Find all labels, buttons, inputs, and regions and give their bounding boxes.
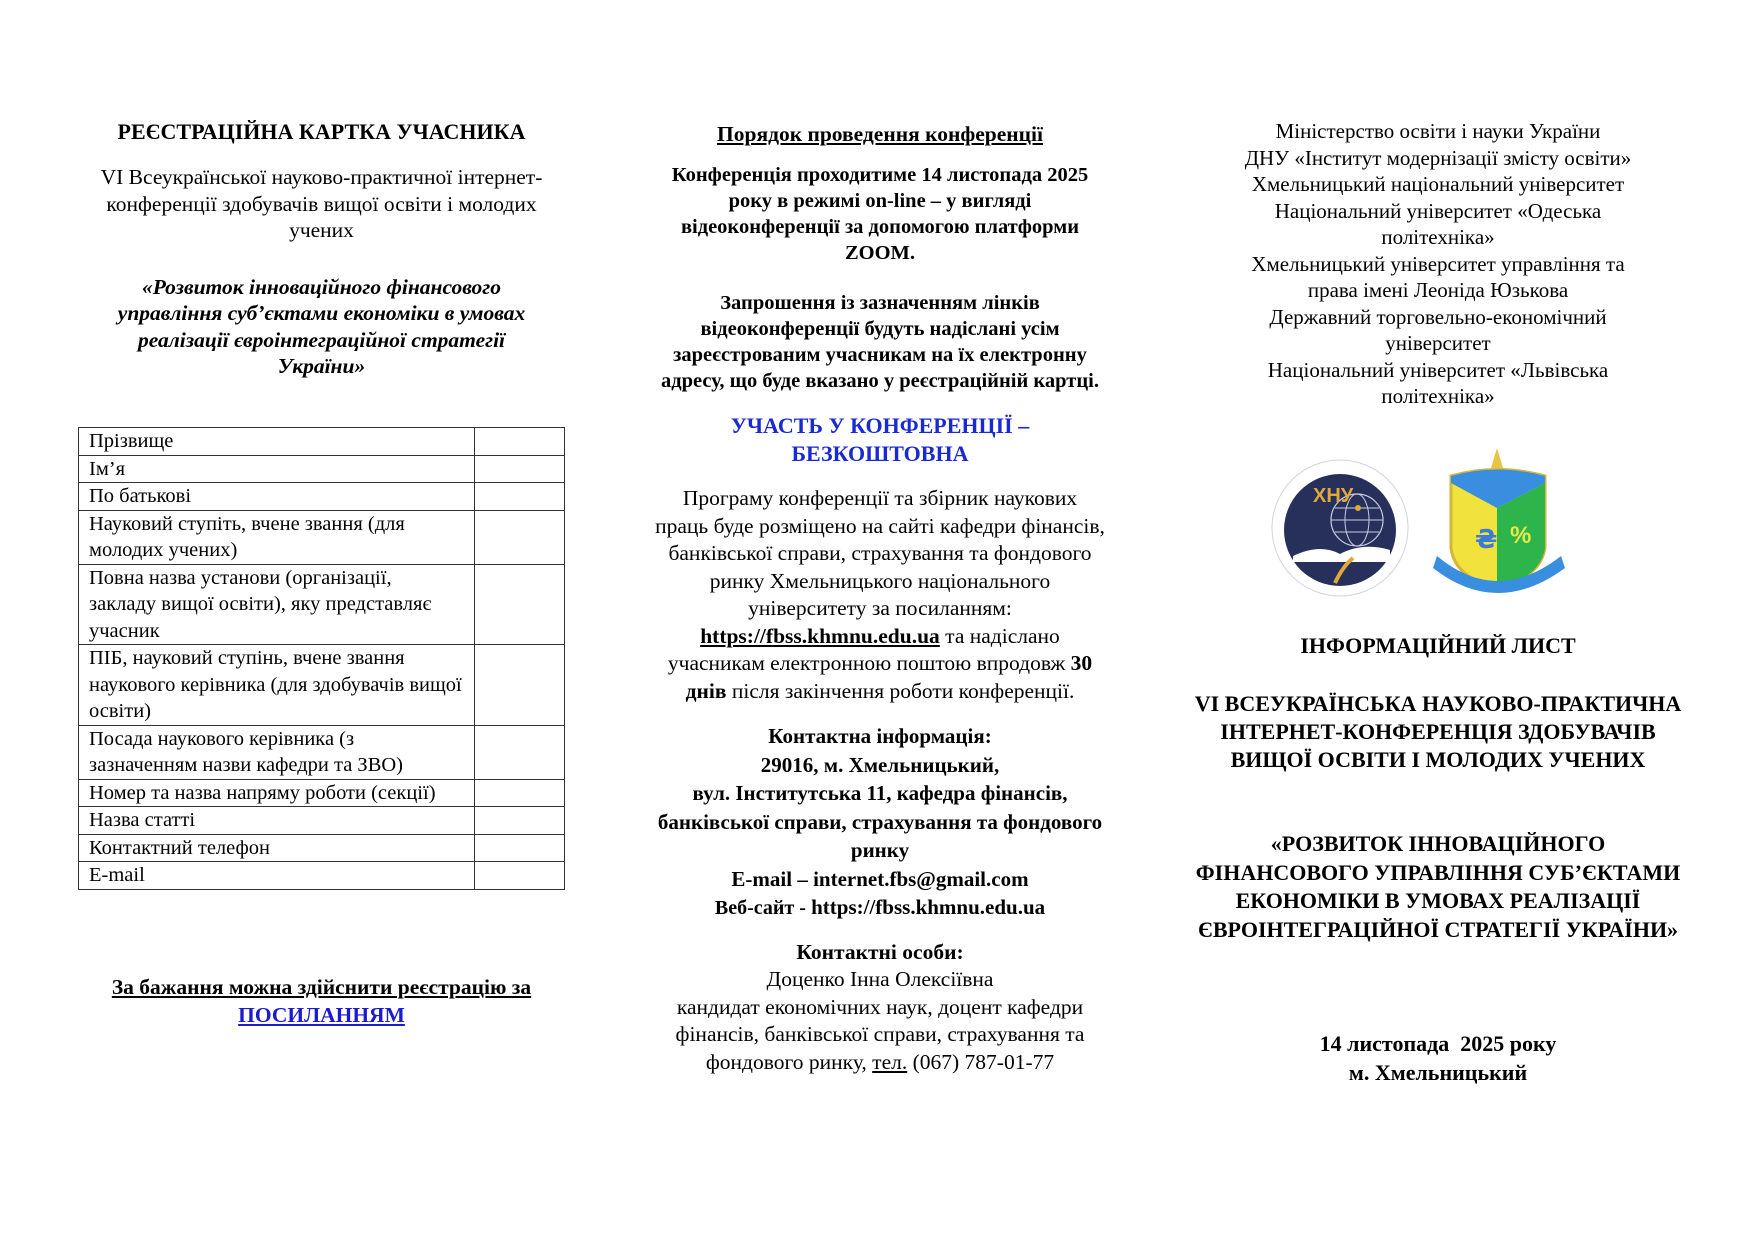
conference-city: м. Хмельницький	[1348, 1059, 1528, 1085]
organizer-item: Хмельницький університет управління та права імені Леоніда Юзькова	[1251, 251, 1625, 302]
organizer-item: Державний торговельно-економічний університет	[1269, 304, 1607, 355]
format-text: Конференція проходитиме 14 листопада 2025 року в режимі on-line – у вигляді відеоконференції за допомогою платформи ZOOM.	[671, 164, 1089, 264]
field-label: Номер та назва напряму роботи (секції)	[79, 779, 475, 807]
field-value[interactable]	[474, 725, 564, 779]
organizer-item: ДНУ «Інститут модернізації змісту освіти»	[1244, 145, 1632, 170]
info-letter-title: ІНФОРМАЦІЙНИЙ ЛИСТ	[1300, 633, 1576, 658]
contact-address-1: 29016, м. Хмельницький,	[760, 752, 1000, 777]
contact-title: Контактна інформація:	[768, 724, 992, 748]
khnu-logo-text: ХНУ	[1313, 485, 1354, 507]
registration-card-section	[78, 118, 565, 380]
tel-label: тел.	[872, 1049, 908, 1074]
contact-person-position: кандидат економічних наук, доцент кафедри фінансів, банківської справи, страхування та фондового ринку,	[675, 994, 1085, 1074]
conference-date: 14 листопада 2025 року	[1319, 1031, 1557, 1056]
field-label: По батькові	[79, 483, 475, 511]
contact-web-url[interactable]: https://fbss.khmnu.edu.ua	[811, 895, 1046, 919]
field-value[interactable]	[474, 834, 564, 862]
field-value[interactable]	[474, 779, 564, 807]
field-label: Ім’я	[79, 455, 475, 483]
table-row	[79, 455, 565, 483]
free-participation: УЧАСТЬ У КОНФЕРЕНЦІЇ – БЕЗКОШТОВНА	[730, 413, 1030, 466]
field-label: ПІБ, науковий ступінь, вчене звання наукового керівника (для здобувачів вищої освіти)	[79, 645, 475, 726]
program-text	[655, 485, 1105, 705]
table-row	[79, 428, 565, 456]
field-value[interactable]	[474, 428, 564, 456]
table-row	[79, 862, 565, 890]
table-row	[79, 645, 565, 726]
contact-info	[655, 722, 1105, 923]
field-value[interactable]	[474, 510, 564, 564]
khnu-logo-icon	[1272, 460, 1408, 596]
conference-title: VI ВСЕУКРАЇНСЬКА НАУКОВО-ПРАКТИЧНА ІНТЕРНЕТ-КОНФЕРЕНЦІЯ ЗДОБУВАЧІВ ВИЩОЇ ОСВІТИ І МОЛОДИХ УЧЕНИХ	[1194, 691, 1682, 772]
contact-persons	[655, 939, 1105, 1077]
field-value[interactable]	[474, 645, 564, 726]
organizers-list	[1193, 118, 1683, 410]
table-row	[79, 483, 565, 511]
program-days: 30 днів	[685, 651, 1093, 703]
program-url-link[interactable]: https://fbss.khmnu.edu.ua	[700, 623, 940, 648]
organizer-item: Міністерство освіти і науки України	[1275, 119, 1601, 143]
contact-persons-title: Контактні особи:	[796, 939, 964, 964]
program-text-before: Програму конференції та збірник наукових праць буде розміщено на сайті кафедри фінансів, банківської справи, страхування та фондового ринку Хмельницького національного університету за посиланням:	[655, 486, 1105, 620]
conference-theme: «РОЗВИТОК ІННОВАЦІЙНОГО ФІНАНСОВОГО УПРАВЛІННЯ СУБ’ЄКТАМИ ЕКОНОМІКИ В УМОВАХ РЕАЛІЗАЦІЇ ЄВРОІНТЕГРАЦІЙНОЇ СТРАТЕГІЇ УКРАЇНИ»	[1195, 831, 1681, 942]
field-label: Прізвище	[79, 428, 475, 456]
percent-symbol: %	[1510, 522, 1532, 549]
registration-subtitle: VI Всеукраїнської науково-практичної інтернет-конференції здобувачів вищої освіти і молодих учених	[100, 165, 543, 242]
table-row	[79, 564, 565, 645]
table-row	[79, 779, 565, 807]
table-row	[79, 807, 565, 835]
field-value[interactable]	[474, 455, 564, 483]
table-row	[79, 725, 565, 779]
procedure-section	[655, 120, 1105, 1076]
contact-email[interactable]: E-mail – internet.fbs@gmail.com	[731, 866, 1029, 891]
cover-section	[1193, 118, 1683, 410]
registration-theme: «Розвиток інноваційного фінансового управління суб’єктами економіки в умовах реалізації євроінтеграційної стратегії України»	[117, 274, 526, 378]
department-coat-of-arms-icon	[1433, 448, 1565, 593]
hryvnia-symbol: ₴	[1475, 525, 1498, 555]
tel-number: (067) 787-01-77	[912, 1049, 1055, 1074]
invite-text: Запрошення із зазначенням лінків відеоконференції будуть надіслані усім зареєстрованим учасникам на їх електронну адресу, що буде вказано у реєстраційній картці.	[661, 292, 1099, 392]
table-row	[79, 834, 565, 862]
procedure-title: Порядок проведення конференції	[717, 122, 1043, 146]
online-registration	[78, 973, 565, 1029]
contact-address-2: вул. Інститутська 11, кафедра фінансів, банківської справи, страхування та фондового ринку	[657, 781, 1103, 862]
registration-table	[78, 427, 565, 890]
program-text-middle: та надіслано учасникам електронною поштою впродовж	[667, 623, 1066, 675]
field-value[interactable]	[474, 862, 564, 890]
field-label: Повна назва установи (організації, закладу вищої освіти), яку представляє учасник	[79, 564, 475, 645]
registration-title: РЕЄСТРАЦІЙНА КАРТКА УЧАСНИКА	[117, 119, 526, 144]
field-label: Назва статті	[79, 807, 475, 835]
contact-web-label: Веб-сайт -	[714, 897, 806, 919]
online-registration-text: За бажання можна здійснити реєстрацію за	[111, 975, 532, 999]
registration-link[interactable]: ПОСИЛАННЯМ	[238, 1003, 405, 1027]
field-value[interactable]	[474, 564, 564, 645]
field-value[interactable]	[474, 807, 564, 835]
program-text-after: після закінчення роботи конференції.	[731, 678, 1075, 703]
contact-person-name: Доценко Інна Олексіївна	[766, 967, 994, 991]
field-label: Науковий ступіть, вчене звання (для молодих учених)	[79, 510, 475, 564]
organizer-item: Національний університет «Одеська політехніка»	[1274, 198, 1602, 249]
logos	[1265, 438, 1575, 608]
table-row	[79, 510, 565, 564]
field-label: Контактний телефон	[79, 834, 475, 862]
field-label: E-mail	[79, 862, 475, 890]
field-value[interactable]	[474, 483, 564, 511]
field-label: Посада наукового керівника (з зазначенням назви кафедри та ЗВО)	[79, 725, 475, 779]
conference-date-place	[1193, 1030, 1683, 1087]
organizer-item: Хмельницький національний університет	[1251, 172, 1625, 196]
organizer-item: Національний університет «Львівська політехніка»	[1267, 357, 1609, 408]
